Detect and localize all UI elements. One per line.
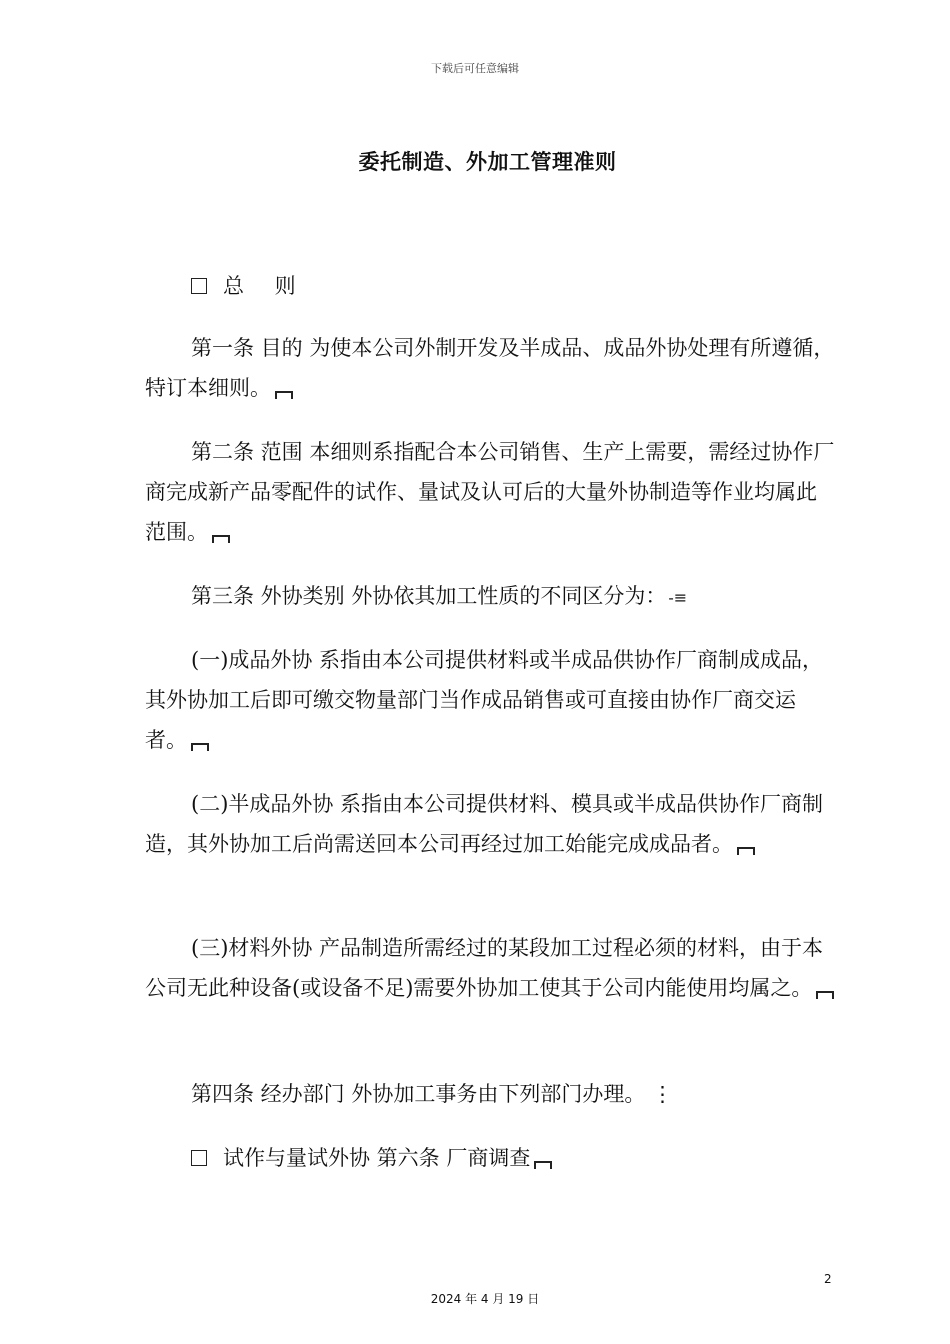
ellipsis-mark-icon: ⋮ <box>645 1082 674 1106</box>
article-3-text: 第三条 外协类别 外协依其加工性质的不同区分为： <box>191 584 667 608</box>
paragraph-mark-icon <box>212 535 230 543</box>
list-mark-icon: -≡ <box>668 588 688 607</box>
article-4 <box>145 1074 835 1114</box>
article-3 <box>145 576 835 618</box>
document-title: 委托制造、外加工管理准则 <box>358 150 617 174</box>
checkbox-icon <box>191 1150 207 1166</box>
article-2 <box>145 432 835 552</box>
footer-date: 2024 年 4 月 19 日 <box>430 1292 540 1306</box>
section-heading-trial <box>191 1138 552 1178</box>
section-heading-text: 试作与量试外协 第六条 厂商调查 <box>223 1146 531 1170</box>
article-2-text: 第二条 范围 本细则系指配合本公司销售、生产上需要，需经过协作厂商完成新产品零配件的试作、量试及认可后的大量外协制造等作业均属此范围。 <box>145 440 835 544</box>
item-3 <box>145 928 835 1008</box>
item-2 <box>145 784 835 864</box>
article-1 <box>145 328 835 408</box>
item-1 <box>145 640 835 760</box>
item-1-text: (一)成品外协 系指由本公司提供材料或半成品供协作厂商制成成品，其外协加工后即可缴交物量部门当作成品销售或可直接由协作厂商交运者。 <box>145 648 824 752</box>
paragraph-mark-icon <box>534 1161 552 1169</box>
paragraph-mark-icon <box>737 847 755 855</box>
section-heading-general <box>191 266 308 306</box>
paragraph-mark-icon <box>191 743 209 751</box>
page-number: 2 <box>824 1272 832 1286</box>
paragraph-mark-icon <box>275 391 293 399</box>
header-note: 下载后可任意编辑 <box>431 62 519 75</box>
article-1-text: 第一条 目的 为使本公司外制开发及半成品、成品外协处理有所遵循，特订本细则。 <box>145 336 835 400</box>
article-4-text: 第四条 经办部门 外协加工事务由下列部门办理。 <box>191 1082 646 1106</box>
section-heading-text: 总 则 <box>223 274 308 298</box>
item-2-text: (二)半成品外协 系指由本公司提供材料、模具或半成品供协作厂商制造，其外协加工后尚需送回本公司再经过加工始能完成成品者。 <box>145 792 824 856</box>
checkbox-icon <box>191 278 207 294</box>
paragraph-mark-icon <box>816 991 834 999</box>
item-3-text: (三)材料外协 产品制造所需经过的某段加工过程必须的材料，由于本公司无此种设备(或设备不足)需要外协加工使其于公司内能使用均属之。 <box>145 936 824 1000</box>
